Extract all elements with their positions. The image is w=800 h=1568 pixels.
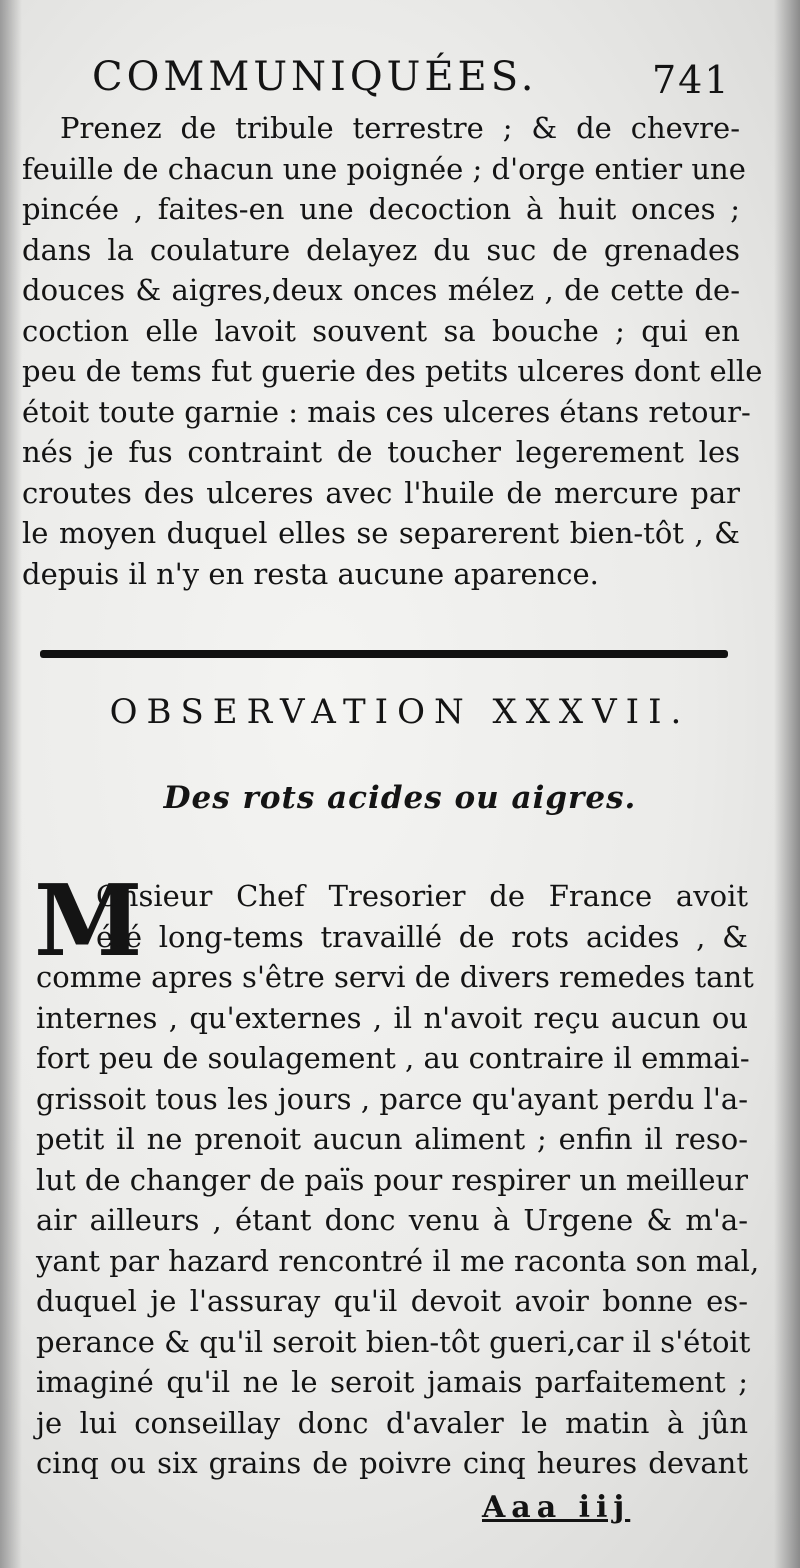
text-line: lut de changer de païs pour respirer un meilleur: [36, 1162, 749, 1197]
page-number: 741: [652, 58, 731, 102]
signature-mark: Aaa iij: [482, 1490, 631, 1525]
text-line: fort peu de soulagement , au contraire il emmai-: [36, 1041, 750, 1075]
text-line: feuille de chacun une poignée ; d'orge entier une: [22, 151, 746, 186]
text-line: je lui conseillay donc d'avaler le matin à jûn: [36, 1405, 748, 1440]
text-line: cinq ou six grains de poivre cinq heures devant: [36, 1446, 748, 1480]
text-line: comme apres s'être servi de divers remedes tant: [36, 960, 754, 994]
text-line: été long-tems travaillé de rots acides , &: [96, 919, 748, 954]
text-line: coction elle lavoit souvent sa bouche ; qui en: [22, 313, 740, 348]
text-line: grissoit tous les jours , parce qu'ayant perdu l'a-: [36, 1081, 748, 1116]
text-line: Prenez de tribule terrestre ; & de chevre-: [60, 111, 740, 145]
text-line: internes , qu'externes , il n'avoit reçu aucun ou: [36, 1000, 748, 1035]
text-line: pincée , faites-en une decoction à huit onces ;: [22, 192, 740, 226]
text-line: nés je fus contraint de toucher legerement les: [22, 435, 740, 469]
text-line: peu de tems fut guerie des petits ulceres dont elle: [22, 354, 763, 388]
page-header: [0, 50, 800, 110]
section-divider-rule: [40, 650, 728, 658]
text-line: air ailleurs , étant donc venu à Urgene & m'a-: [36, 1203, 748, 1237]
text-line: douces & aigres,deux onces mélez , de cette de-: [22, 273, 740, 307]
observation-subtitle: Des rots acides ou aigres.: [163, 780, 637, 816]
text-line: imaginé qu'il ne le seroit jamais parfaitement ;: [36, 1365, 748, 1399]
running-head: COMMUNIQUÉES.: [92, 54, 538, 100]
text-line: perance & qu'il seroit bien-tôt gueri,car il s'étoit: [36, 1324, 751, 1359]
text-line: Onsieur Chef Tresorier de France avoit: [96, 879, 748, 913]
drop-cap: M: [34, 864, 143, 979]
observation-body: [34, 864, 760, 1484]
text-line: croutes des ulceres avec l'huile de mercure par: [22, 475, 740, 510]
text-line: le moyen duquel elles se separerent bien-tôt , &: [22, 516, 740, 550]
text-line: depuis il n'y en resta aucune aparence.: [22, 556, 599, 591]
text-line: duquel je l'assuray qu'il devoit avoir bonne es-: [36, 1284, 748, 1318]
text-line: dans la coulature delayez du suc de grenades: [22, 232, 740, 267]
text-line: étoit toute garnie : mais ces ulceres étans retour-: [22, 394, 751, 429]
paragraph-continued: [22, 108, 763, 594]
observation-title: OBSERVATION XXXVII.: [109, 692, 691, 732]
text-line: petit il ne prenoit aucun aliment ; enfin il reso-: [36, 1122, 748, 1156]
text-line: yant par hazard rencontré il me raconta son mal,: [36, 1243, 760, 1278]
